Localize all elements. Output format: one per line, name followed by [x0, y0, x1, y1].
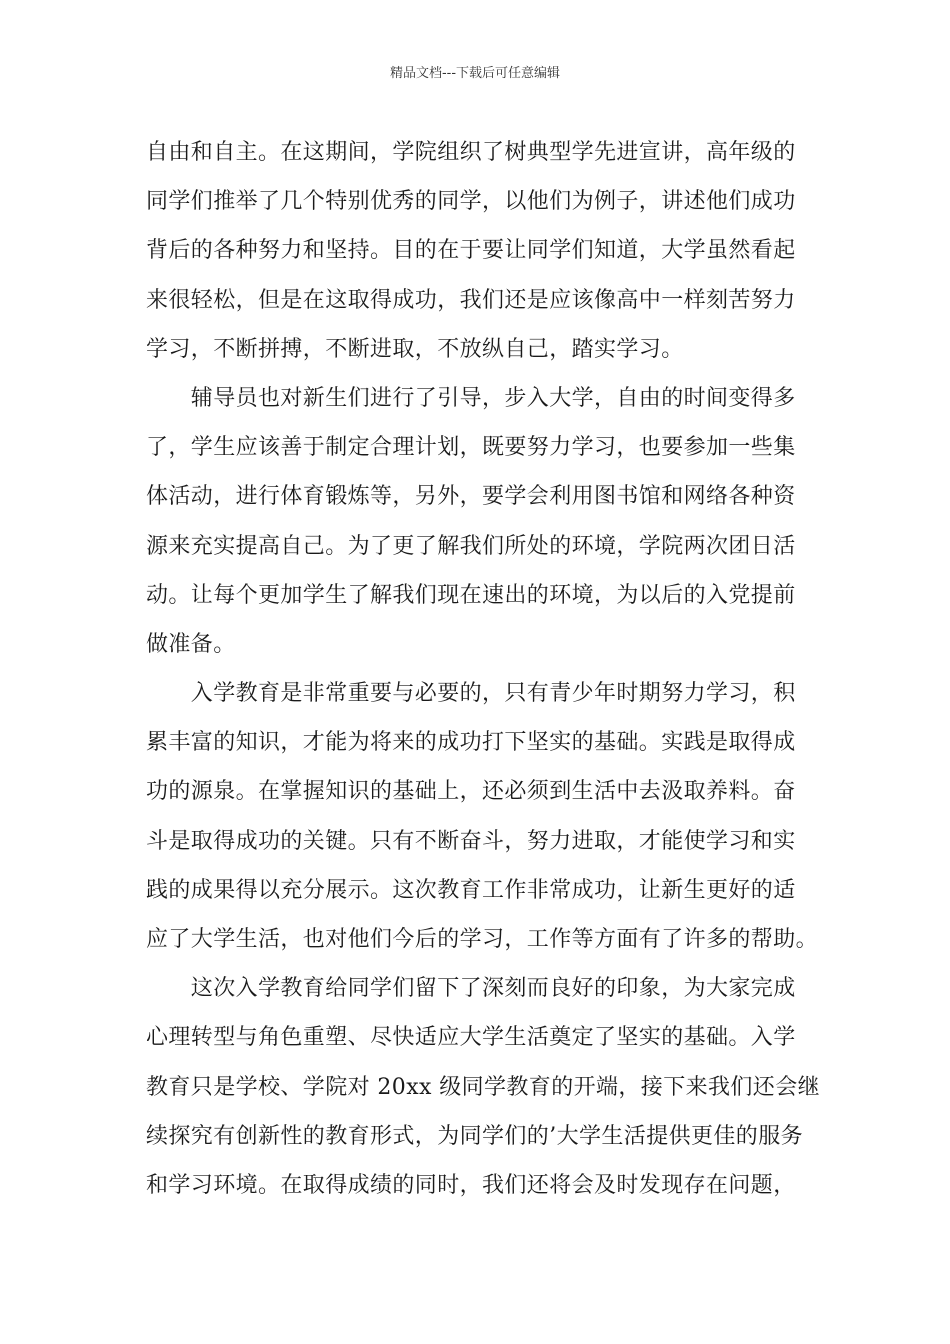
text-line: 同学们推举了几个特别优秀的同学，以他们为例子，讲述他们成功	[146, 189, 796, 215]
text-line: 践的成果得以充分展示。这次教育工作非常成功，让新生更好的适	[146, 877, 796, 903]
text-line: 入学教育是非常重要与必要的，只有青少年时期努力学习，积	[146, 681, 796, 707]
text-line: 学习，不断拼搏，不断进取，不放纵自己，踏实学习。	[146, 336, 684, 362]
text-line: 辅导员也对新生们进行了引导，步入大学，自由的时间变得多	[146, 385, 796, 411]
text-line: 应了大学生活，也对他们今后的学习，工作等方面有了许多的帮助。	[146, 927, 819, 952]
text-line: 和学习环境。在取得成绩的同时，我们还将会及时发现存在问题，	[146, 1172, 796, 1198]
text-line: 了，学生应该善于制定合理计划，既要努力学习，也要参加一些集	[146, 435, 796, 461]
text-line: 累丰富的知识，才能为将来的成功打下坚实的基础。实践是取得成	[146, 730, 796, 756]
text-line: 斗是取得成功的关键。只有不断奋斗，努力进取，才能使学习和实	[146, 828, 796, 854]
text-line: 背后的各种努力和坚持。目的在于要让同学们知道，大学虽然看起	[146, 238, 796, 264]
text-line: 自由和自主。在这期间，学院组织了树典型学先进宣讲，高年级的	[146, 140, 796, 165]
text-line: 教育只是学校、学院对 20xx 级同学教育的开端，接下来我们还会继	[146, 1074, 820, 1100]
text-line: 体活动，进行体育锻炼等，另外，要学会利用图书馆和网络各种资	[146, 484, 796, 510]
document-body	[146, 128, 820, 1210]
text-line: 来很轻松，但是在这取得成功，我们还是应该像高中一样刻苦努力	[146, 287, 796, 313]
text-line: 做准备。	[146, 631, 236, 657]
text-line: 动。让每个更加学生了解我们现在速出的环境，为以后的入党提前	[146, 582, 796, 608]
text-line: 源来充实提高自己。为了更了解我们所处的环境，学院两次团日活	[146, 533, 796, 559]
page-header: 精品文档---下载后可任意编辑	[389, 66, 561, 81]
text-line: 这次入学教育给同学们留下了深刻而良好的印象，为大家完成	[146, 976, 796, 1002]
text-line: 续探究有创新性的教育形式，为同学们的’大学生活提供更佳的服务	[146, 1123, 803, 1149]
text-line: 心理转型与角色重塑、尽快适应大学生活奠定了坚实的基础。入学	[146, 1025, 796, 1051]
text-line: 功的源泉。在掌握知识的基础上，还必须到生活中去汲取养料。奋	[146, 779, 796, 805]
